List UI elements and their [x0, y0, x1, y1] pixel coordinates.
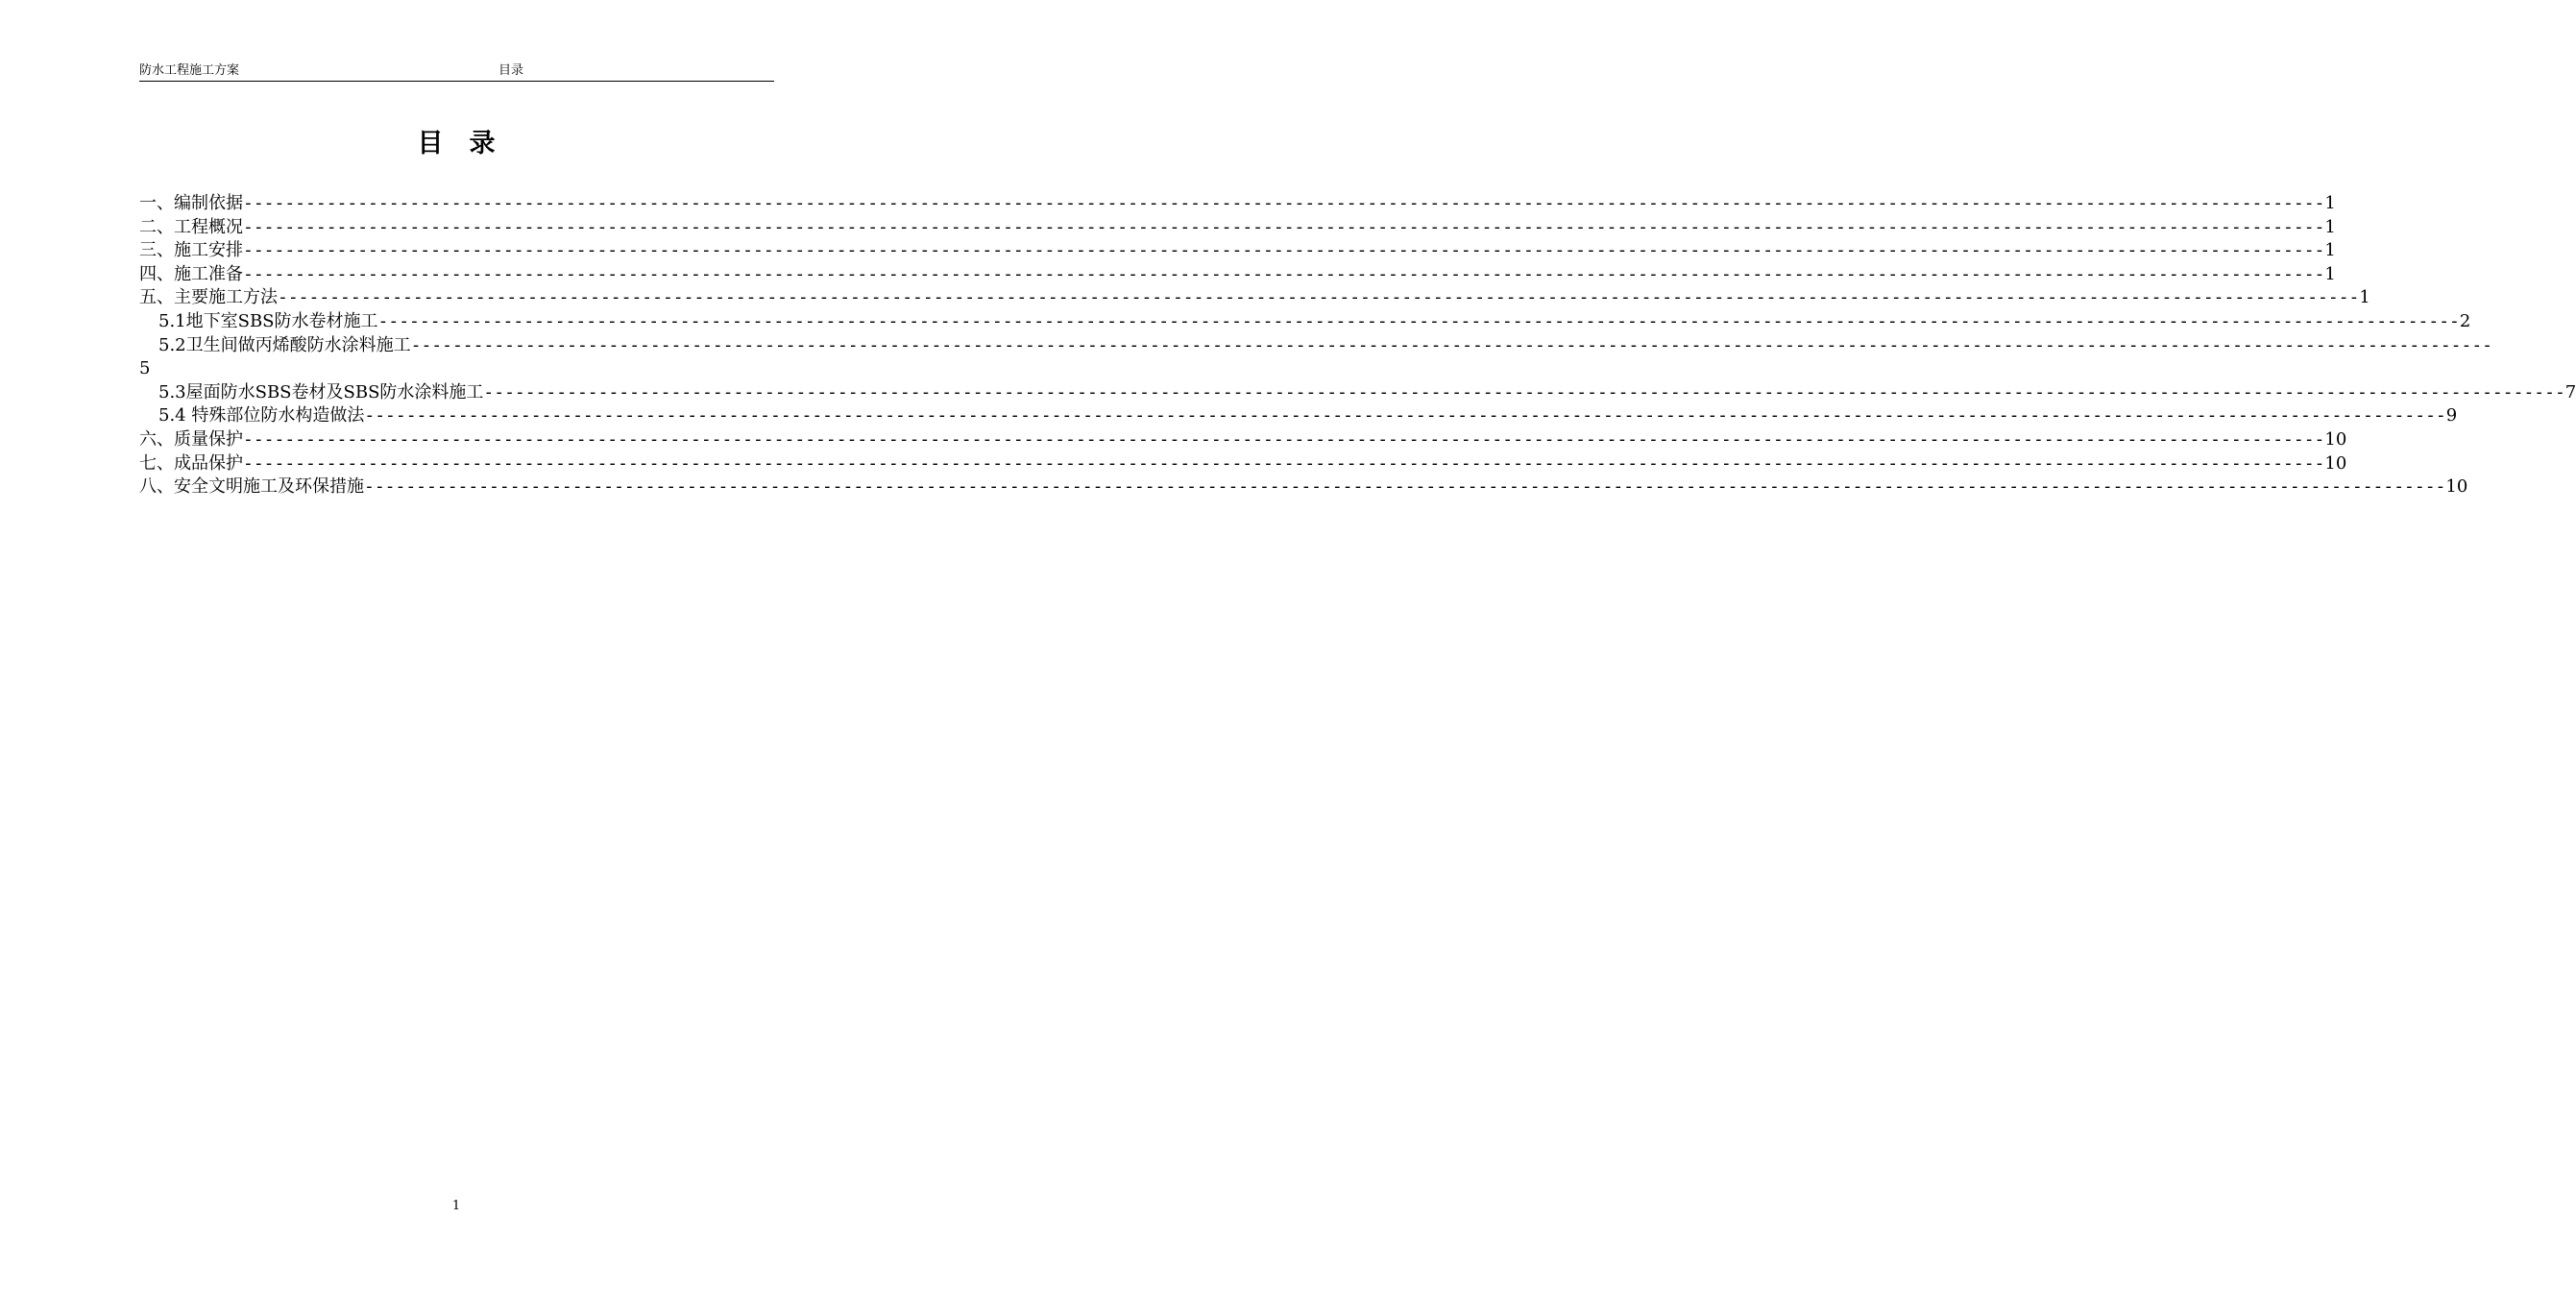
toc-entry-text: 八、安全文明施工及环保措施	[139, 476, 364, 498]
toc-leader-dashes: --------------------------------------------------------------------------------------------------------------------------------------------------------------------------------------------------------	[243, 216, 2325, 237]
toc-leader-dashes: --------------------------------------------------------------------------------------------------------------------------------------------------------------------------------------------------------	[364, 405, 2446, 426]
toc-leader-dashes: --------------------------------------------------------------------------------------------------------------------------------------------------------------------------------------------------------	[377, 310, 2460, 331]
toc-page-number: 10	[2324, 452, 2347, 474]
toc-entry[interactable]	[139, 239, 2336, 263]
toc-entry-text: 六、质量保护	[139, 428, 243, 450]
toc-leader-dashes: --------------------------------------------------------------------------------------------------------------------------------------------------------------------------------------------------------	[364, 476, 2446, 498]
toc-page-number: 10	[2324, 428, 2347, 450]
toc-entry-text: 四、施工准备	[139, 263, 243, 284]
toc-entry-text: 三、施工安排	[139, 240, 243, 261]
toc-leader-dashes: --------------------------------------------------------------------------------------------------------------------------------------------------------------------------------------------------------	[243, 428, 2325, 450]
toc-page-number: 2	[2459, 310, 2471, 331]
toc-entry[interactable]	[139, 192, 2336, 216]
toc-title: 目 录	[417, 129, 496, 158]
toc-entry[interactable]	[139, 216, 2336, 240]
toc-page-number: 1	[2324, 240, 2336, 261]
toc-page-number: 7	[2564, 381, 2576, 402]
toc-subentry[interactable]	[139, 334, 2493, 358]
toc-page-number: 1	[2324, 263, 2336, 284]
toc-entry-text: 五、主要施工方法	[139, 287, 278, 308]
toc-subentry[interactable]	[139, 404, 2458, 428]
toc-entry[interactable]	[139, 475, 2468, 499]
toc-entry[interactable]	[139, 286, 2370, 310]
header-document-title: 防水工程施工方案	[139, 63, 240, 78]
toc-leader-dashes: --------------------------------------------------------------------------------------------------------------------------------------------------------------------------------------------------------	[243, 452, 2325, 474]
toc-leader-dashes: --------------------------------------------------------------------------------------------------------------------------------------------------------------------------------------------------------	[483, 381, 2565, 402]
toc-entry[interactable]	[139, 452, 2347, 476]
page-number: 1	[451, 1199, 461, 1213]
toc-entry-text: 5.2卫生间做丙烯酸防水涂料施工	[158, 334, 411, 355]
toc-entry-text: 一、编制依据	[139, 193, 243, 213]
toc-page-number: 9	[2445, 405, 2458, 426]
toc-page-number: 10	[2445, 476, 2468, 498]
toc-entry-text: 5.3屋面防水SBS卷材及SBS防水涂料施工	[158, 381, 484, 402]
toc-entry-text: 5.1地下室SBS防水卷材施工	[158, 310, 378, 331]
toc-leader-dashes: --------------------------------------------------------------------------------------------------------------------------------------------------------------------------------------------------------	[243, 240, 2325, 261]
toc-leader-dashes: --------------------------------------------------------------------------------------------------------------------------------------------------------------------------------------------------------	[410, 334, 2493, 355]
toc-subentry[interactable]	[139, 381, 2576, 405]
toc-entry-text: 5.4 特殊部位防水构造做法	[158, 405, 365, 426]
toc-leader-dashes: --------------------------------------------------------------------------------------------------------------------------------------------------------------------------------------------------------	[278, 287, 2360, 308]
toc-entry[interactable]	[139, 428, 2347, 452]
page-header	[139, 63, 774, 82]
toc-entry-text: 二、工程概况	[139, 216, 243, 237]
toc-page-number: 1	[2324, 216, 2336, 237]
toc-leader-dashes: --------------------------------------------------------------------------------------------------------------------------------------------------------------------------------------------------------	[243, 263, 2325, 284]
table-of-contents	[139, 192, 2576, 499]
toc-page-number: 5	[139, 358, 151, 379]
toc-entry-text: 七、成品保护	[139, 452, 243, 474]
toc-subentry[interactable]	[139, 310, 2471, 334]
toc-leader-dashes: --------------------------------------------------------------------------------------------------------------------------------------------------------------------------------------------------------	[243, 193, 2325, 213]
toc-page-number: 1	[2359, 287, 2370, 308]
toc-page-number: 1	[2324, 193, 2336, 213]
header-section-title: 目录	[498, 63, 524, 78]
toc-entry[interactable]	[139, 263, 2336, 287]
